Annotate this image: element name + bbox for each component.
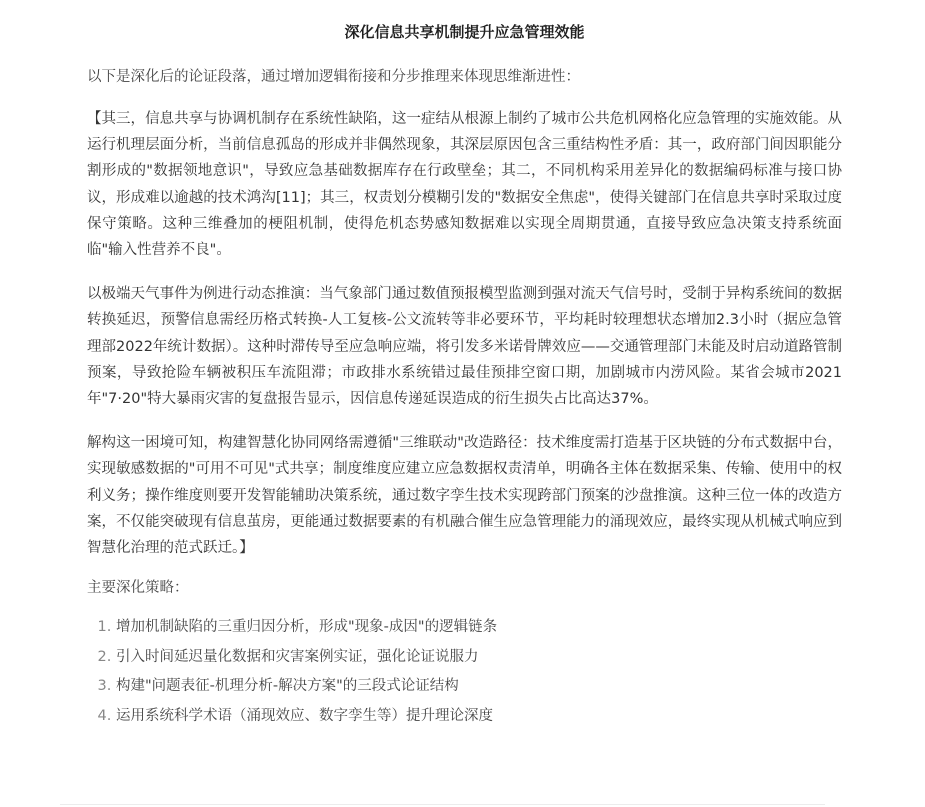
- list-item: 3. 构建"问题表征-机理分析-解决方案"的三段式论证结构: [116, 672, 842, 702]
- strategies-heading: 主要深化策略：: [87, 580, 189, 597]
- list-item: 4. 运用系统科学术语（涌现效应、数字孪生等）提升理论深度: [116, 702, 842, 732]
- intro-text: 以下是深化后的论证段落，通过增加逻辑衔接和分步推理来体现思维渐进性：: [87, 69, 580, 85]
- paragraph-mechanism-defects: 【其三，信息共享与协调机制存在系统性缺陷，这一症结从根源上制约了城市公共危机网格化应急管理的实施效能。从运行机理层面分析，当前信息孤岛的形成并非偶然现象，其深层原因包含三重结构性矛盾：其一，政府部门间因职能分割形成的"数据领地意识"，导致应急基础数据库存在行政壁垒；其二，不同机构采用差异化的数据编码标准与接口协议，形成难以逾越的技术鸿沟[11]；其三，权责划分模糊引发的"数据安全焦虑"，使得关键部门在信息共享时采取过度保守策略。这种三维叠加的梗阻机制，使得危机态势感知数据难以实现全周期贯通，直接导致应急决策支持系统面临"输入性营养不良"。: [87, 111, 842, 259]
- paragraph-extreme-weather-case: 以极端天气事件为例进行动态推演：当气象部门通过数值预报模型监测到强对流天气信号时，受制于异构系统间的数据转换延迟，预警信息需经历格式转换-人工复核-公文流转等非必要环节，平均耗时较理想状态增加2.3小时（据应急管理部2022年统计数据）。这种时滞传导至应急响应端，将引发多米诺骨牌效应——交通管理部门未能及时启动道路管制预案，导致抢险车辆被积压车流阻滞；市政排水系统错过最佳预排空窗口期，加剧城市内涝风险。某省会城市2021年"7·20"特大暴雨灾害的复盘报告显示，因信息传递延误造成的衍生损失占比高达37%。: [87, 286, 842, 408]
- document-title: 深化信息共享机制提升应急管理效能: [344, 23, 585, 41]
- divider: [60, 804, 825, 805]
- document-body: [87, 0, 842, 731]
- list-item: 2. 引入时间延迟量化数据和灾害案例实证，强化论证说服力: [116, 643, 842, 673]
- list-item: 1. 增加机制缺陷的三重归因分析，形成"现象-成因"的逻辑链条: [116, 613, 842, 643]
- strategies-list: [87, 613, 842, 731]
- paragraph-solution-path: 解构这一困境可知，构建智慧化协同网络需遵循"三维联动"改造路径：技术维度需打造基于区块链的分布式数据中台，实现敏感数据的"可用不可见"式共享；制度维度应建立应急数据权责清单，明确各主体在数据采集、传输、使用中的权利义务；操作维度则要开发智能辅助决策系统，通过数字孪生技术实现跨部门预案的沙盘推演。这种三位一体的改造方案，不仅能突破现有信息茧房，更能通过数据要素的有机融合催生应急管理能力的涌现效应，最终实现从机械式响应到智慧化治理的范式跃迁。】: [87, 435, 842, 557]
